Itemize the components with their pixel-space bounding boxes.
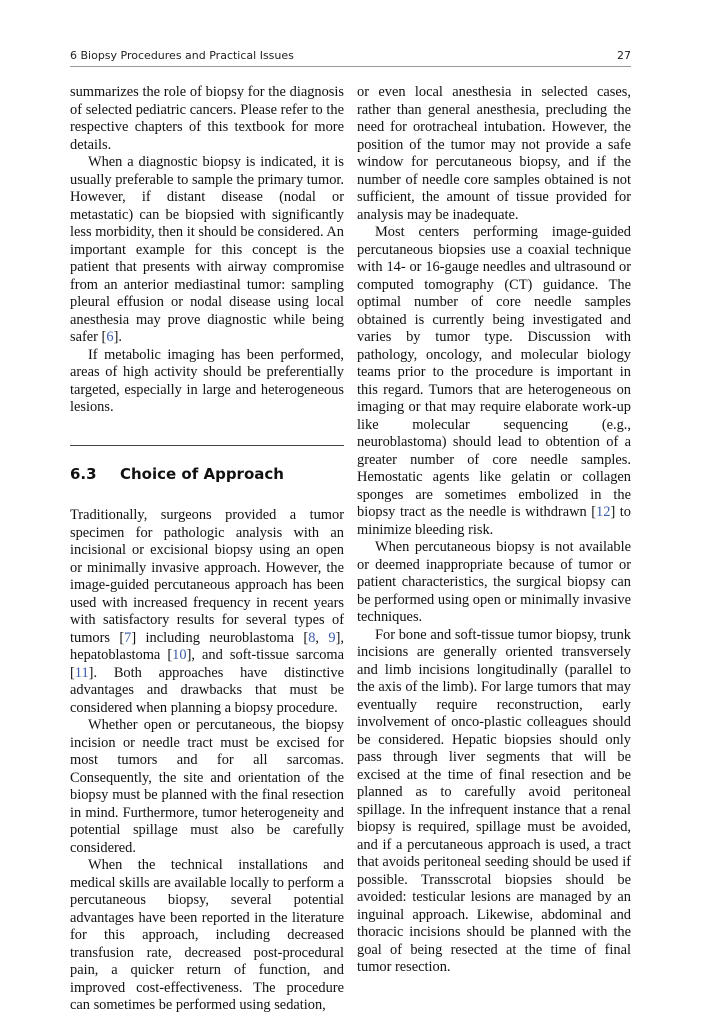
paragraph: For bone and soft-tissue tumor biopsy, trunk incisions are generally oriented transversely and limb incisions longitudinally (parallel to the axis of the limb). For large tumors that may eventually require reconstruction, early involvement of onco-plastic colleagues should be considered. Hepatic biopsies should only pass through liver segments that will be excised at the time of final resection and be planned as to carefully avoid peritoneal spillage. In the infrequent instance that a renal biopsy is required, spillage must be avoided, and if a percutaneous approach is used, a tract that avoids peritoneal seeding should be used if possible. Transscrotal biopsies should be avoided: testicular lesions are managed by an inguinal approach. Likewise, abdominal and thoracic incisions should be planned with the goal of being resected at the time of final tumor resection. (357, 626, 631, 975)
right-column (357, 84, 631, 977)
paragraph: If metabolic imaging has been performed, areas of high activity should be preferentially targeted, especially in large and heterogeneous lesions. (70, 346, 344, 415)
paragraph: Most centers performing image-guided percutaneous biopsies use a coaxial technique with 14- or 16-gauge needles and ultrasound or computed tomography (CT) guidance. The optimal number of core needle samples obtained is currently being investigated and varies by tumor type. Discussion with pathology, oncology, and molecular biology teams prior to the procedure is important in this regard. Tumors that are heterogeneous on imaging or that may require elaborate work-up like molecular sequencing (e.g., neuroblastoma) should lead to obtention of a greater number of core needle samples. Hemostatic agents like gelatin or collagen sponges are sometimes embolized in the biopsy tract as the needle is withdrawn [12] to minimize bleeding risk. (357, 224, 631, 538)
left-column (70, 84, 344, 1015)
paragraph: summarizes the role of biopsy for the diagnosis of selected pediatric cancers. Please refer to the respective chapters of this textbook for more details. (70, 84, 344, 153)
paragraph: or even local anesthesia in selected cases, rather than general anesthesia, precluding the need for orotracheal intubation. However, the position of the tumor may not provide a safe window for percutaneous biopsy, and if the number of needle core samples obtained is not sufficient, the amount of tissue provided for analysis may be inadequate. (357, 84, 631, 223)
section-title: Choice of Approach (120, 464, 284, 483)
paragraph: Whether open or percutaneous, the biopsy incision or needle tract must be excised for most tumors and for all sarcomas. Consequently, the site and orientation of the biopsy must be planned with the final resection in mind. Furthermore, tumor heterogeneity and potential spillage must also be carefully considered. (70, 717, 344, 856)
paragraph: Traditionally, surgeons provided a tumor specimen for pathologic analysis with an incisional or excisional biopsy using an open or minimally invasive approach. However, the image-guided percutaneous approach has been used with increased frequency in recent years with satisfactory results for several types of tumors [7] including neuroblastoma [8, 9], hepatoblastoma [10], and soft-tissue sarcoma [11]. Both approaches have distinctive advantages and drawbacks that must be considered when planning a biopsy procedure. (70, 507, 344, 716)
section-heading (70, 445, 344, 484)
section-number: 6.3 (70, 464, 97, 483)
chapter-title: 6 Biopsy Procedures and Practical Issues (70, 49, 294, 62)
paragraph: When a diagnostic biopsy is indicated, it is usually preferable to sample the primary tumor. However, if distant disease (nodal or metastatic) can be biopsied with significantly less morbidity, then it should be considered. An important example for this concept is the patient that presents with airway compromise from an anterior mediastinal tumor: sampling pleural effusion or nodal disease using local anesthesia may prove diagnostic while being safer [6]. (70, 154, 344, 345)
citation-link[interactable]: 7 (124, 629, 132, 646)
citation-link[interactable]: 6 (106, 329, 114, 345)
paragraph: When the technical installations and medical skills are available locally to perform a percutaneous biopsy, several potential advantages have been reported in the literature for this approach, including decreased transfusion rate, decreased post-procedural pain, a quicker return of function, and improved cost-effectiveness. The procedure can sometimes be performed using sedation, (70, 857, 344, 1013)
paragraph: When percutaneous biopsy is not available or deemed inappropriate because of tumor or patient characteristics, the surgical biopsy can be performed using open or minimally invasive techniques. (357, 539, 631, 625)
citation-link[interactable]: 8 (308, 629, 316, 646)
citation-link[interactable]: 12 (596, 504, 611, 520)
citation-link[interactable]: 9 (328, 629, 336, 646)
running-header (70, 46, 631, 67)
page-number: 27 (617, 49, 631, 62)
citation-link[interactable]: 10 (172, 647, 187, 663)
citation-link[interactable]: 11 (74, 664, 89, 681)
